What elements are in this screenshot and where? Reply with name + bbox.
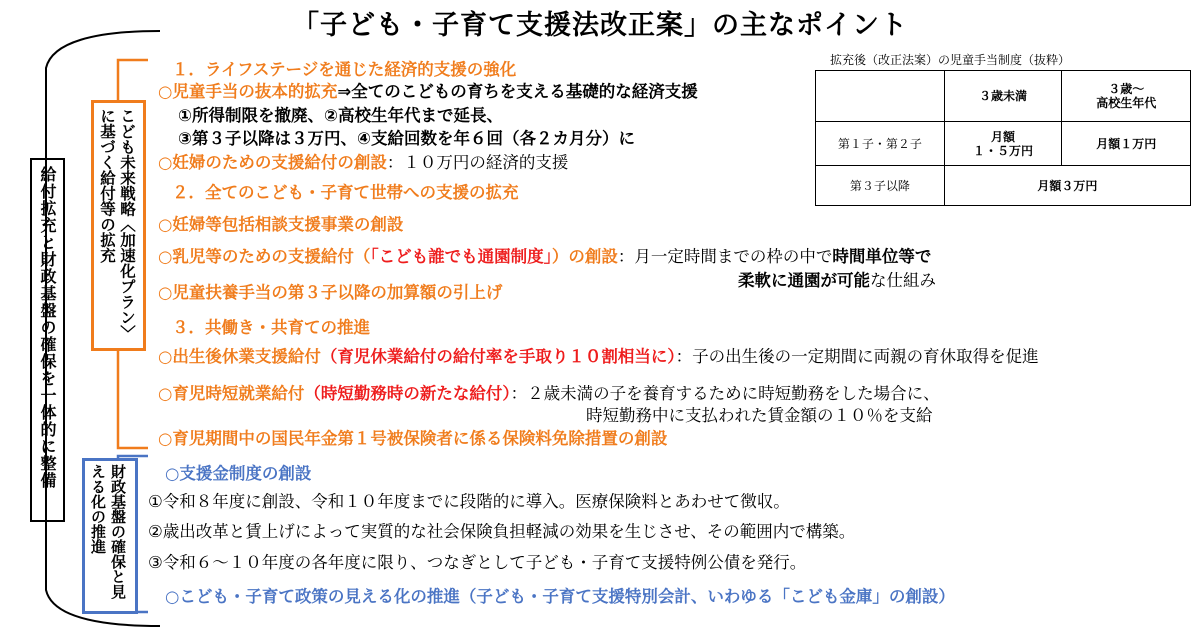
item2-desc-a: ：月一定時間までの枠の中で [617,247,833,266]
s3-item2-red: （時短勤務時の新たな給付） [304,384,511,403]
item2-red: 「こども誰でも通園制度」 [370,247,552,266]
section1-item1-sub1: ①所得制限を撤廃、②高校生年代まで延長、 [178,106,503,125]
section4-sub3: ③令和６～１０年度の各年度に限り、つなぎとして子ども・子育て支援特例公債を発行。 [148,553,807,572]
section3-item2-text2: 時短勤務中に支払われた賃金額の１０％を支給 [586,406,933,425]
section3-item3: ○育児期間中の国民年金第１号被保険者に係る保険料免除措置の創設 [158,429,668,448]
table-row2-value: 月額３万円 [944,166,1190,206]
row1-under3-l1: 月額 [991,129,1016,144]
s3-item1-red: （育児休業給付の給付率を手取り１０割相当に） [320,347,676,366]
s3-item2-lead: ○育児時短就業給付 [158,384,305,403]
table-row1-over3: 月額１万円 [1062,122,1191,166]
item2-desc2-a: 柔軟に通園が可能 [738,271,870,290]
section1-item1 [158,82,698,102]
table-row1-under3 [944,122,1062,166]
item2-text: ：１０万円の経済的支援 [386,153,569,172]
section1-item1-sub2: ③第３子以降は３万円、④支給回数を年６回（各２カ月分）に [178,129,635,148]
section2-item3: ○児童扶養手当の第３子以降の加算額の引上げ [158,283,503,302]
s3-item2-text: ：２歳未満の子を養育するために時短勤務をした場合に、 [510,384,940,403]
section3-heading: ３．共働き・共育ての推進 [172,318,370,337]
table-corner [816,71,945,122]
item2-end: ）の創設 [551,247,618,266]
section4-item2: ○こども・子育て政策の見える化の推進（子ども・子育て支援特別会計、いわゆる「こども金庫」の創設） [165,587,955,606]
s3-item1-text: ：子の出生後の一定期間に両親の育休取得を促進 [675,347,1039,366]
s3-item1-lead: ○出生後休業支援給付 [158,347,321,366]
section4-sub1: ①令和８年度に創設、令和１０年度までに段階的に導入。医療保険料とあわせて徴収。 [148,492,790,511]
head-over3-l2: 高校生年代 [1096,96,1157,110]
section1-heading: １．ライフステージを通じた経済的支援の強化 [172,60,517,79]
head-over3-l1: ３歳～ [1108,82,1145,96]
table-row1-label: 第１子・第２子 [816,122,945,166]
section2-item1: ○妊婦等包括相談支援事業の創設 [158,215,404,234]
section2-item2 [158,247,931,267]
row1-under3-l2: １・５万円 [973,143,1034,158]
blue-label: 財政基盤の確保と見える化の推進 [89,464,127,599]
page-title: 「子ども・子育て支援法改正案」の主なポイント [292,10,908,41]
item1-lead: ○児童手当の抜本的拡充 [158,82,338,101]
section4-sub2: ②歳出改革と賃上げによって実質的な社会保険負担軽減の効果を生じさせ、その範囲内で構築。 [148,522,856,541]
section3-item2 [158,384,940,404]
item2-lead2: ○乳児等のための支援給付（ [158,247,371,266]
table-row2-label: 第３子以降 [816,166,945,206]
section1-item2 [158,153,568,173]
table-caption: 拡充後（改正法案）の児童手当制度（抜粋） [830,53,1071,67]
allowance-table [815,70,1191,206]
section2-item2-desc2 [738,271,936,291]
item2-lead: ○妊婦のための支援給付の創設 [158,153,387,172]
section3-item1 [158,347,1039,367]
item2-desc-b: 時間単位等で [832,247,932,266]
left-label: 給付拡充と財政基盤の確保を一体的に整備 [38,166,57,489]
section2-heading: ２．全てのこども・子育て世帯への支援の拡充 [172,183,519,202]
table-head-under3: ３歳未満 [944,71,1062,122]
item1-text: ⇒全てのこどもの育ちを支える基礎的な経済支援 [337,82,698,101]
table-head-over3 [1062,71,1191,122]
section4-item1: ○支援金制度の創設 [165,464,312,483]
item2-desc2-b: な仕組み [870,271,936,290]
orange-label: こども未来戦略〈加速化プラン〉に基づく給付等の拡充 [98,108,136,333]
